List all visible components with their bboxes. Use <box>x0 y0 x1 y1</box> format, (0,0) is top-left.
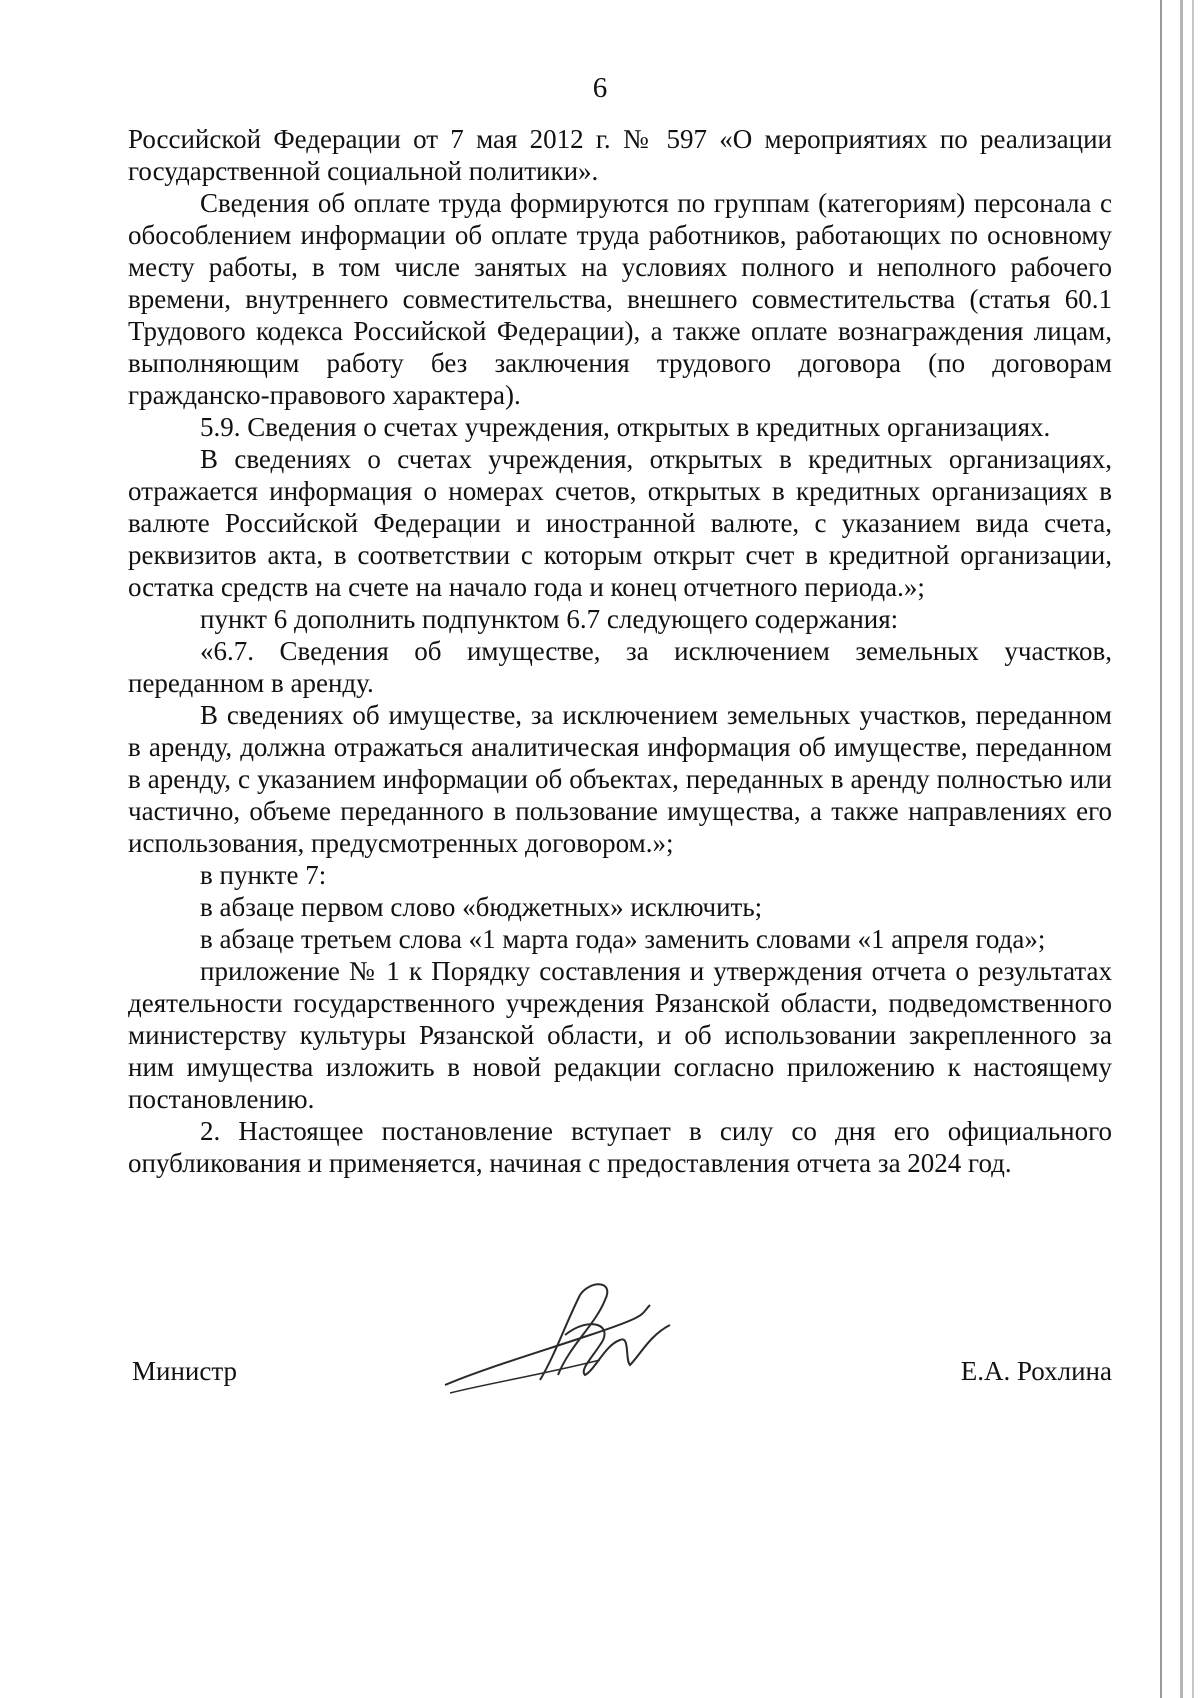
scan-edge-line <box>1160 0 1162 1698</box>
paragraph: Сведения об оплате труда формируются по группам (категориям) персонала с обособлением информации об оплате труда работников, работающих по основному месту работы, в том числе занятых на условиях полного и неполного рабочего времени, внутреннего совместительства, внешнего совместительства (статья 60.1 Трудового кодекса Российской Федерации), а также оплате вознаграждения лицам, выполняющим работу без заключения трудового договора (по договорам гражданско-правового характера). <box>128 188 1112 410</box>
paragraph: Российской Федерации от 7 мая 2012 г. № 597 «О мероприятиях по реализации государственной социальной политики». <box>128 124 1112 186</box>
paragraph: приложение № 1 к Порядку составления и утверждения отчета о результатах деятельности государственного учреждения Рязанской области, подведомственного министерству культуры Рязанской области, и об использовании закрепленного за ним имущества изложить в новой редакции согласно приложению к настоящему постановлению. <box>128 956 1112 1114</box>
paragraph: в пункте 7: <box>200 860 327 890</box>
signatory-name: Е.А. Рохлина <box>960 1356 1112 1386</box>
page-number: 6 <box>592 72 608 104</box>
signatory-title: Министр <box>132 1356 237 1386</box>
signature-block <box>128 1356 1112 1396</box>
paragraph: 5.9. Сведения о счетах учреждения, открытых в кредитных организациях. <box>200 412 1051 442</box>
paragraph: В сведениях о счетах учреждения, открытых в кредитных организациях, отражается информация о номерах счетов, открытых в кредитных организациях в валюте Российской Федерации и иностранной валюте, с указанием вида счета, реквизитов акта, в соответствии с которым открыт счет в кредитной организации, остатка средств на счете на начало года и конец отчетного периода.»; <box>128 444 1112 602</box>
document-body <box>128 123 1112 1179</box>
scan-edge-line <box>1192 0 1194 1698</box>
scan-edge-line <box>1180 0 1183 1698</box>
paragraph: «6.7. Сведения об имуществе, за исключением земельных участков, переданном в аренду. <box>128 636 1112 698</box>
paragraph: в абзаце первом слово «бюджетных» исключить; <box>200 892 763 922</box>
paragraph: 2. Настоящее постановление вступает в силу со дня его официального опубликования и применяется, начиная с предоставления отчета за 2024 год. <box>128 1116 1112 1178</box>
paragraph: в абзаце третьем слова «1 марта года» заменить словами «1 апреля года»; <box>200 924 1046 954</box>
paragraph: пункт 6 дополнить подпунктом 6.7 следующего содержания: <box>200 604 899 634</box>
paragraph: В сведениях об имуществе, за исключением земельных участков, переданном в аренду, должна отражаться аналитическая информация об имуществе, переданном в аренду, с указанием информации об объектах, переданных в аренду полностью или частично, объеме переданного в пользование имущества, а также направлениях его использования, предусмотренных договором.»; <box>128 700 1112 858</box>
